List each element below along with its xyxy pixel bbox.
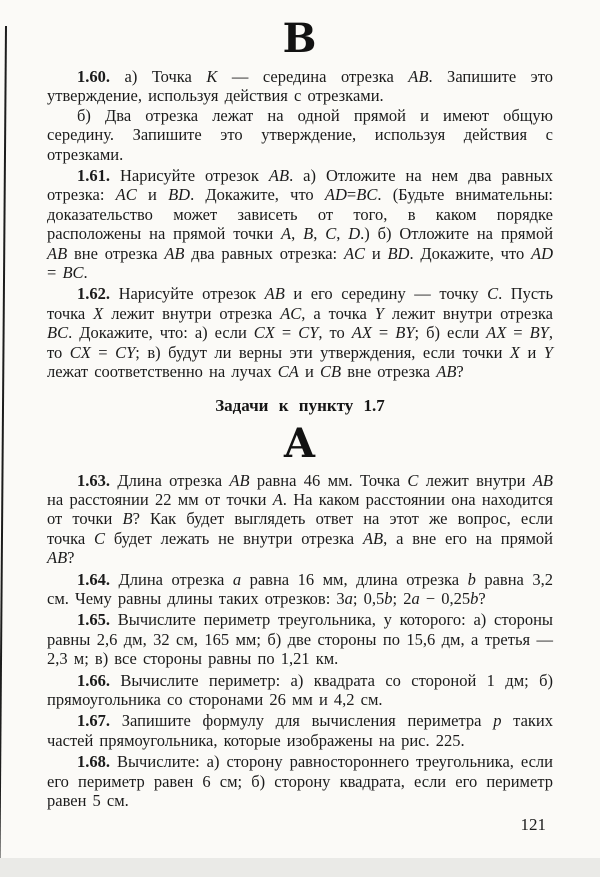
problem-1-62 [47, 284, 553, 381]
section-letter-v: В [282, 15, 318, 62]
problem-paragraph: 1.63. Длина отрезка AB равна 46 мм. Точка C лежит внутри AB на расстоянии 22 мм от точки A. На каком расстоянии она находится от точки B? Как будет выглядеть ответ на этот же вопрос, если точка C будет лежать не внутри отрезка AB, а вне его на прямой AB? [47, 470, 553, 568]
problem-paragraph: 1.61. Нарисуйте отрезок AB. а) Отложите на нем два равных отрезка: AC и BD. Докажите, что AD=BC. (Будьте внимательны: доказательство может зависеть от того, в каком порядке расположены на прямой точки A, B, C, D.) б) Отложите на прямой AB вне отрезка AB два равных отрезка: AC и BD. Докажите, что AD = BC. [47, 166, 554, 283]
problems-group-top [47, 67, 553, 382]
problem-number: 1.65. [77, 610, 118, 630]
problem-1-66 [47, 671, 553, 710]
problem-paragraph: 1.64. Длина отрезка a равна 16 мм, длина отрезка b равна 3,2 см. Чему равны длины таких отрезков: 3a; 0,5b; 2a − 0,25b? [47, 569, 553, 608]
problems-group-bottom [47, 471, 553, 811]
problem-1-65 [47, 610, 553, 668]
scan-edge-strip [0, 858, 600, 877]
problem-1-67 [47, 711, 553, 750]
problem-number: 1.63. [77, 470, 118, 490]
problem-paragraph: 1.66. Вычислите периметр: а) квадрата со стороной 1 дм; б) прямоугольника со сторонами 26 мм и 4,2 см. [47, 670, 553, 709]
page-content [47, 16, 553, 812]
problem-paragraph: 1.62. Нарисуйте отрезок AB и его середину — точку C. Пусть точка X лежит внутри отрезка AC, а точка Y лежит внутри отрезка BC. Докажите, что: а) если CX = CY, то AX = BY; б) если AX = BY, то CX = CY; в) будут ли верны эти утверждения, если точки X и Y лежат соответственно на лучах CA и CB вне отрезка AB? [47, 284, 553, 382]
problem-paragraph: 1.67. Запишите формулу для вычисления периметра p таких частей прямоугольника, которые изображены на рис. 225. [47, 711, 553, 750]
problem-paragraph: 1.60. а) Точка K — середина отрезка AB. Запишите это утверждение, используя действия с отрезками. [47, 67, 553, 106]
problem-number: 1.62. [77, 284, 119, 304]
section-heading: Задачи к пункту 1.7 [215, 395, 385, 415]
problem-1-68 [47, 752, 553, 810]
problem-1-64 [47, 570, 553, 609]
problem-number: 1.68. [77, 752, 117, 772]
problem-1-63 [47, 471, 553, 568]
problem-paragraph: б) Два отрезка лежат на одной прямой и имеют общую середину. Запишите это утверждение, используя действия с отрезками. [47, 105, 553, 164]
problem-1-60 [47, 67, 553, 164]
binding-edge-line [0, 26, 7, 862]
problem-1-61 [47, 166, 553, 282]
problem-number: 1.66. [77, 670, 121, 690]
problem-number: 1.60. [77, 67, 125, 86]
section-letter-a: А [283, 419, 317, 467]
problem-number: 1.61. [77, 166, 120, 186]
problem-number: 1.67. [77, 711, 122, 731]
problem-paragraph: 1.68. Вычислите: а) сторону равностороннего треугольника, если его периметр равен 6 см; б) сторону квадрата, если его периметр равен 5 см. [47, 752, 553, 810]
page-number: 121 [520, 815, 546, 834]
problem-paragraph: 1.65. Вычислите периметр треугольника, у которого: а) стороны равны 2,6 дм, 32 см, 165 мм; б) две стороны по 15,6 дм, а третья — 2,3 м; в) все стороны равны по 1,21 км. [47, 610, 553, 669]
problem-number: 1.64. [77, 569, 119, 589]
